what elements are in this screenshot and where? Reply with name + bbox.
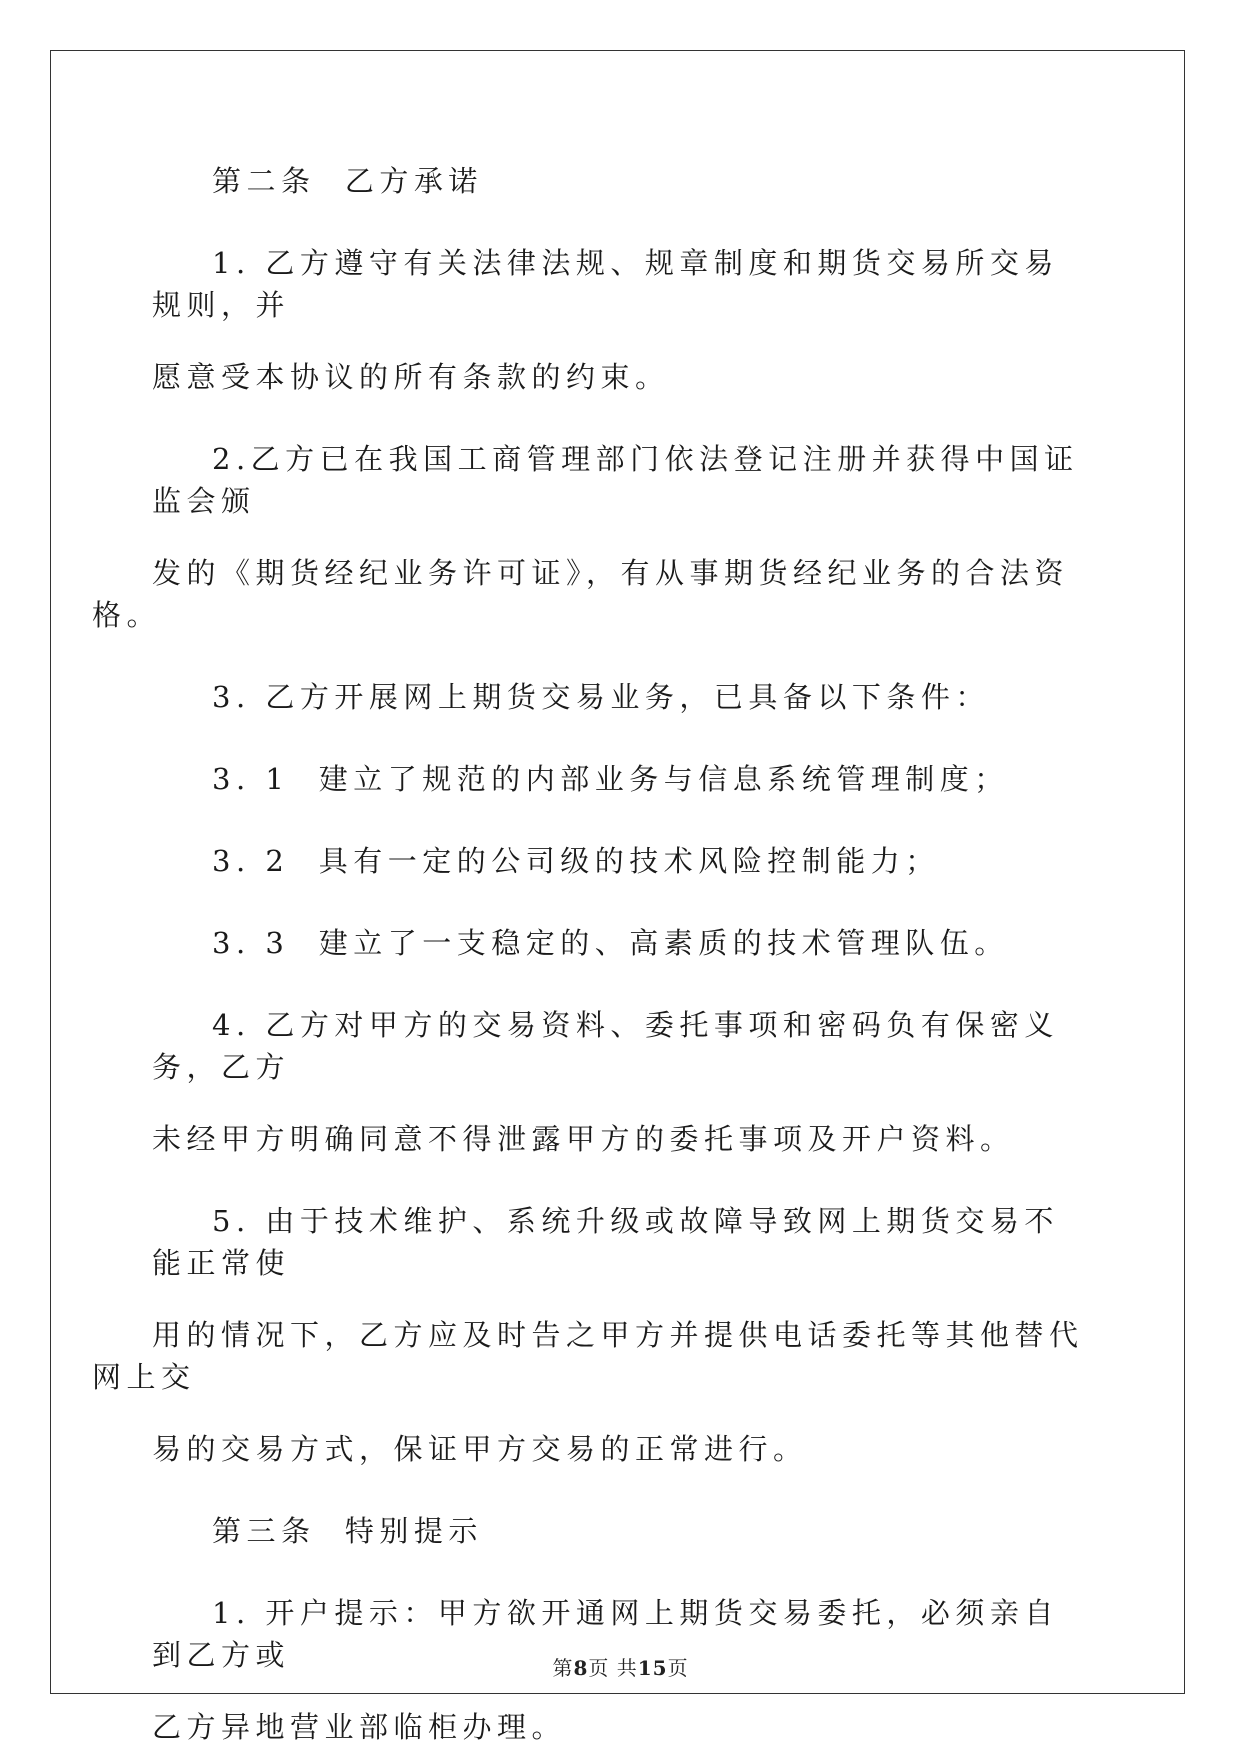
paragraph [152, 840, 1092, 882]
paragraph-gap [152, 882, 1092, 922]
paragraph [152, 922, 1092, 964]
text-line: 2.乙方已在我国工商管理部门依法登记注册并获得中国证监会颁 [152, 442, 1079, 518]
text-line: 第二条 乙方承诺 [212, 164, 483, 198]
text-line: 易的交易方式，保证甲方交易的正常进行。 [152, 1432, 808, 1466]
paragraph-gap [152, 1470, 1092, 1510]
paragraph-gap [152, 636, 1092, 676]
footer-suffix: 页 [667, 1656, 689, 1680]
text-line: 乙方异地营业部临柜办理。 [152, 1710, 567, 1744]
text-line: 发的《期货经纪业务许可证》，有从事期货经纪业务的合法资格。 [92, 556, 1070, 632]
text-line: 4. 乙方对甲方的交易资料、委托事项和密码负有保密义务，乙方 [152, 1008, 1059, 1084]
paragraph-gap [152, 964, 1092, 1004]
text-line: 3. 3 建立了一支稳定的、高素质的技术管理队伍。 [212, 926, 1009, 960]
page-footer [0, 1652, 1241, 1681]
text-line: 未经甲方明确同意不得泄露甲方的委托事项及开户资料。 [152, 1122, 1015, 1156]
paragraph-gap [152, 800, 1092, 840]
text-line: 5. 由于技术维护、系统升级或故障导致网上期货交易不能正常使 [152, 1204, 1059, 1280]
paragraph-gap [152, 718, 1092, 758]
text-line: 1. 开户提示：甲方欲开通网上期货交易委托，必须亲自到乙方或 [152, 1596, 1059, 1672]
text-line: 1. 乙方遵守有关法律法规、规章制度和期货交易所交易规则，并 [152, 246, 1059, 322]
paragraph [92, 438, 1092, 636]
paragraph [152, 160, 1092, 202]
text-line: 用的情况下，乙方应及时告之甲方并提供电话委托等其他替代网上交 [92, 1318, 1084, 1394]
text-line: 3. 2 具有一定的公司级的技术风险控制能力； [212, 844, 940, 878]
text-line: 3. 1 建立了规范的内部业务与信息系统管理制度； [212, 762, 1009, 796]
paragraph-gap [152, 398, 1092, 438]
paragraph-gap [152, 1160, 1092, 1200]
paragraph [152, 758, 1092, 800]
footer-current-page: 8 [573, 1656, 589, 1680]
paragraph [152, 1004, 1092, 1160]
footer-prefix: 第 [552, 1656, 574, 1680]
paragraph [152, 1510, 1092, 1552]
paragraph-gap [152, 1552, 1092, 1592]
footer-total-pages: 15 [637, 1656, 668, 1680]
text-line: 愿意受本协议的所有条款的约束。 [152, 360, 670, 394]
text-line: 3. 乙方开展网上期货交易业务，已具备以下条件： [212, 680, 990, 714]
paragraph [152, 242, 1092, 398]
paragraph-gap [152, 202, 1092, 242]
text-line: 第三条 特别提示 [212, 1514, 483, 1548]
document-body [92, 160, 1092, 1748]
footer-mid: 页 共 [588, 1656, 638, 1680]
paragraph [92, 1200, 1092, 1470]
paragraph [152, 676, 1092, 718]
